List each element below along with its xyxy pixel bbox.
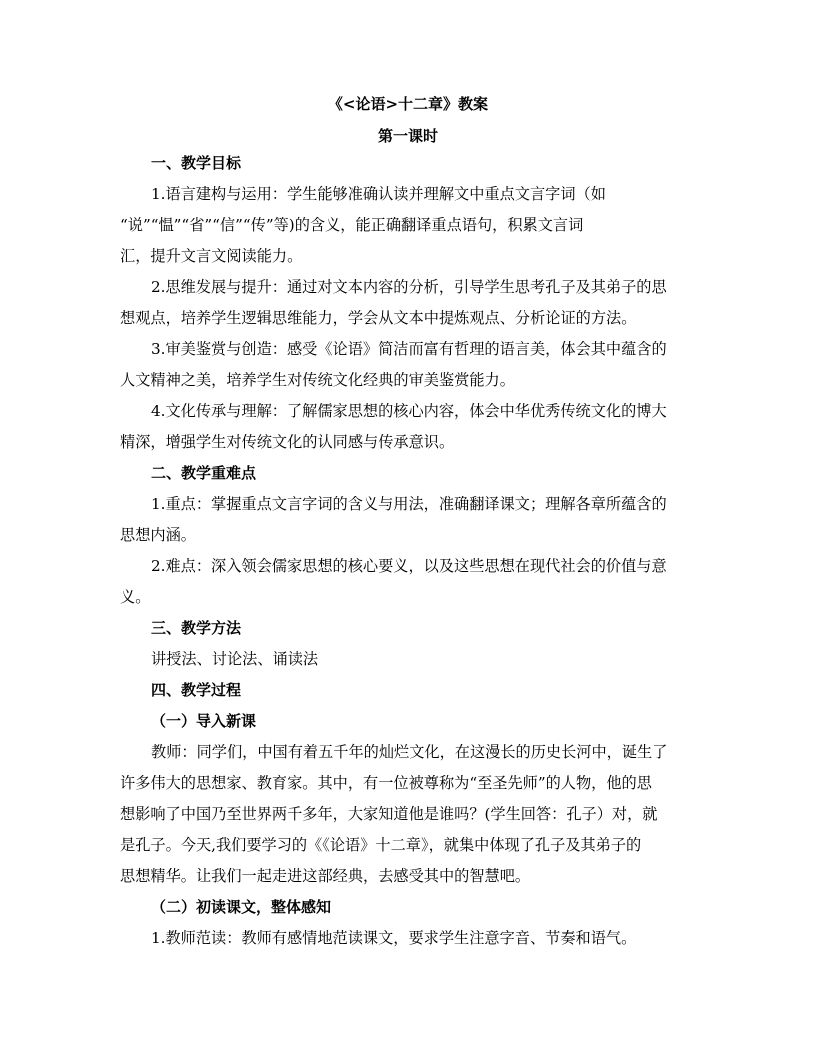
paragraph-line: 2.思维发展与提升：通过对文本内容的分析，引导学生思考孔子及其弟子的思 — [151, 278, 667, 296]
paragraph-line: 义。 — [120, 588, 151, 606]
section-heading-methods: 三、教学方法 — [151, 619, 242, 637]
subsection-heading-intro: （一）导入新课 — [151, 712, 257, 730]
section-heading-process: 四、教学过程 — [151, 681, 242, 699]
paragraph-line: 汇，提升文言文阅读能力。 — [120, 247, 303, 265]
paragraph-line: 2.难点：深入领会儒家思想的核心要义，以及这些思想在现代社会的价值与意 — [151, 557, 667, 575]
paragraph-line: 1.重点：掌握重点文言字词的含义与用法，准确翻译课文；理解各章所蕴含的 — [151, 495, 667, 513]
paragraph-line: 1.语言建构与运用：学生能够准确认读并理解文中重点文言字词（如 — [151, 185, 606, 203]
paragraph-line: 想影响了中国乃至世界两千多年，大家知道他是谁吗？(学生回答：孔子）对，就 — [120, 805, 658, 823]
paragraph-line: 4.文化传承与理解：了解儒家思想的核心内容，体会中华优秀传统文化的博大 — [151, 402, 667, 420]
subsection-heading-reading: （二）初读课文，整体感知 — [151, 898, 332, 916]
section-heading-key-points: 二、教学重难点 — [151, 464, 257, 482]
paragraph-line: 思想内涵。 — [120, 526, 196, 544]
paragraph-line: 是孔子。今天,我们要学习的《《论语》十二章》，就集中体现了孔子及其弟子的 — [120, 836, 642, 854]
document-title: 《<论语>十二章》教案 — [327, 95, 489, 113]
paragraph-line: 许多伟大的思想家、教育家。其中，有一位被尊称为“至圣先师”的人物，他的思 — [120, 774, 652, 792]
paragraph-line: “说”“愠”“省”“信”“传”等)的含义，能正确翻译重点语句，积累文言词 — [120, 216, 584, 234]
paragraph-line: 想观点，培养学生逻辑思维能力，学会从文本中提炼观点、分析论证的方法。 — [120, 309, 637, 327]
paragraph-line: 3.审美鉴赏与创造：感受《论语》简洁而富有哲理的语言美，体会其中蕴含的 — [151, 340, 667, 358]
document-subtitle: 第一课时 — [377, 127, 438, 145]
paragraph-line: 教师：同学们，中国有着五千年的灿烂文化，在这漫长的历史长河中，诞生了 — [151, 743, 668, 761]
paragraph-line: 思想精华。让我们一起走进这部经典，去感受其中的智慧吧。 — [120, 867, 531, 885]
paragraph-line: 精深，增强学生对传统文化的认同感与传承意识。 — [120, 433, 455, 451]
paragraph-line: 讲授法、讨论法、诵读法 — [151, 650, 319, 668]
document-page — [120, 94, 696, 954]
paragraph-line: 人文精神之美，培养学生对传统文化经典的审美鉴赏能力。 — [120, 371, 515, 389]
paragraph-line: 1.教师范读：教师有感情地范读课文，要求学生注意字音、节奏和语气。 — [151, 929, 637, 947]
section-heading-objectives: 一、教学目标 — [151, 154, 242, 172]
